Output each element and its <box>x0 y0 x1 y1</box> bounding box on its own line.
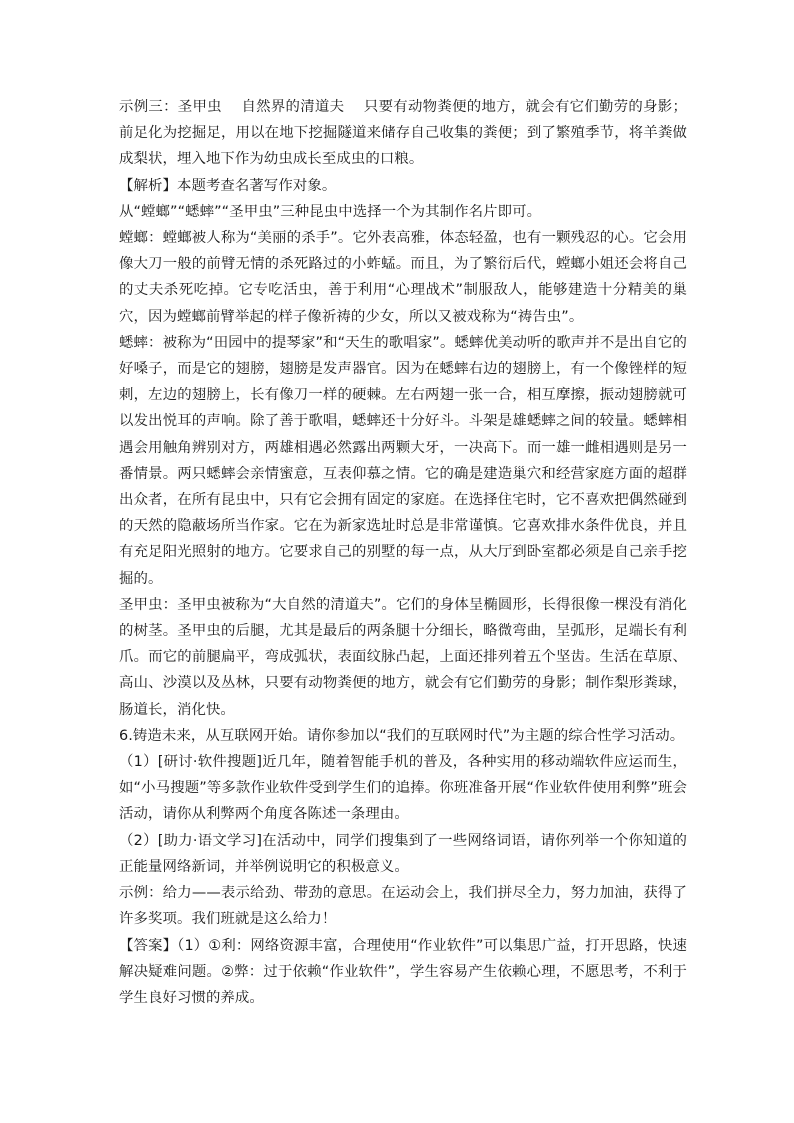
example-paragraph: 示例：给力——表示给劲、带劲的意思。在运动会上，我们拼尽全力，努力加油，获得了许多奖项。我们班就是这么给力！ <box>119 885 687 928</box>
question-six-stem: 6.铸造未来，从互联网开始。请你参加以“我们的互联网时代”为主题的综合性学习活动。 <box>119 727 685 744</box>
analysis-heading: 【解析】本题考查名著写作对象。 <box>119 177 337 194</box>
mantis-paragraph: 螳螂：螳螂被人称为“美丽的杀手”。它外表高雅，体态轻盈，也有一颗残忍的心。它会用像大刀一般的前臂无情的杀死路过的小蚱蜢。而且，为了繁衍后代，螳螂小姐还会将自己的丈夫杀死吃掉。它专吃活虫，善于利用“心理战术”制服敌人，能够建造十分精美的巢穴，因为螳螂前臂举起的样子像祈祷的少女，所以又被戏称为“祷告虫”。 <box>119 230 687 325</box>
document-body <box>119 94 687 1011</box>
cricket-paragraph: 蟋蟀：被称为“田园中的提琴家”和“天生的歌唱家”。蟋蟀优美动听的歌声并不是出自它的好嗓子，而是它的翅膀，翅膀是发声器官。因为在蟋蟀右边的翅膀上，有一个像锉样的短刺，左边的翅膀上，长有像刀一样的硬棘。左右两翅一张一合，相互摩擦，振动翅膀就可以发出悦耳的声响。除了善于歌唱，蟋蟀还十分好斗。斗架是雄蟋蟀之间的较量。蟋蟀相遇会用触角辨别对方，两雄相遇必然露出两颗大牙，一决高下。而一雄一雌相遇则是另一番情景。两只蟋蟀会亲情蜜意，互表仰慕之情。它的确是建造巢穴和经营家庭方面的超群出众者，在所有昆虫中，只有它会拥有固定的家庭。在选择住宅时，它不喜欢把偶然碰到的天然的隐蔽场所当作家。它在为新家选址时总是非常谨慎。它喜欢排水条件优良，并且有充足阳光照射的地方。它要求自己的别墅的每一点，从大厅到卧室都必须是自己亲手挖掘的。 <box>119 334 687 587</box>
question-six-part-one: （1）[研讨·软件搜题]近几年，随着智能手机的普及，各种实用的移动端软件应运而生，如“小马搜题”等多款作业软件受到学生们的追捧。你班准备开展“作业软件使用利弊”班会活动，请你从利弊两个角度各陈述一条理由。 <box>119 754 687 823</box>
question-six-part-two: （2）[助力·语文学习]在活动中，同学们搜集到了一些网络词语，请你列举一个你知道的正能量网络新词，并举例说明它的积极意义。 <box>119 832 687 875</box>
analysis-instruction: 从“螳螂”“蟋蟀”“圣甲虫”三种昆虫中选择一个为其制作名片即可。 <box>119 203 542 220</box>
scarab-paragraph: 圣甲虫：圣甲虫被称为“大自然的清道夫”。它们的身体呈椭圆形，长得很像一棵没有消化的树茎。圣甲虫的后腿，尤其是最后的两条腿十分细长，略微弯曲，呈弧形，足端长有利爪。而它的前腿扁平，弯成弧状，表面纹脉凸起，上面还排列着五个坚齿。生活在草原、高山、沙漠以及丛林，只要有动物粪便的地方，就会有它们勤劳的身影；制作梨形粪球，肠道长，消化快。 <box>119 596 687 718</box>
example-three-paragraph: 示例三：圣甲虫 自然界的清道夫 只要有动物粪便的地方，就会有它们勤劳的身影；前足化为挖掘足，用以在地下挖掘隧道来储存自己收集的粪便；到了繁殖季节，将羊粪做成梨状，埋入地下作为幼虫成长至成虫的口粮。 <box>119 99 687 168</box>
answer-paragraph: 【答案】（1）①利：网络资源丰富，合理使用“作业软件”可以集思广益，打开思路，快速解决疑难问题。②弊：过于依赖“作业软件”，学生容易产生依赖心理，不愿思考，不利于学生良好习惯的养成。 <box>119 937 687 1006</box>
